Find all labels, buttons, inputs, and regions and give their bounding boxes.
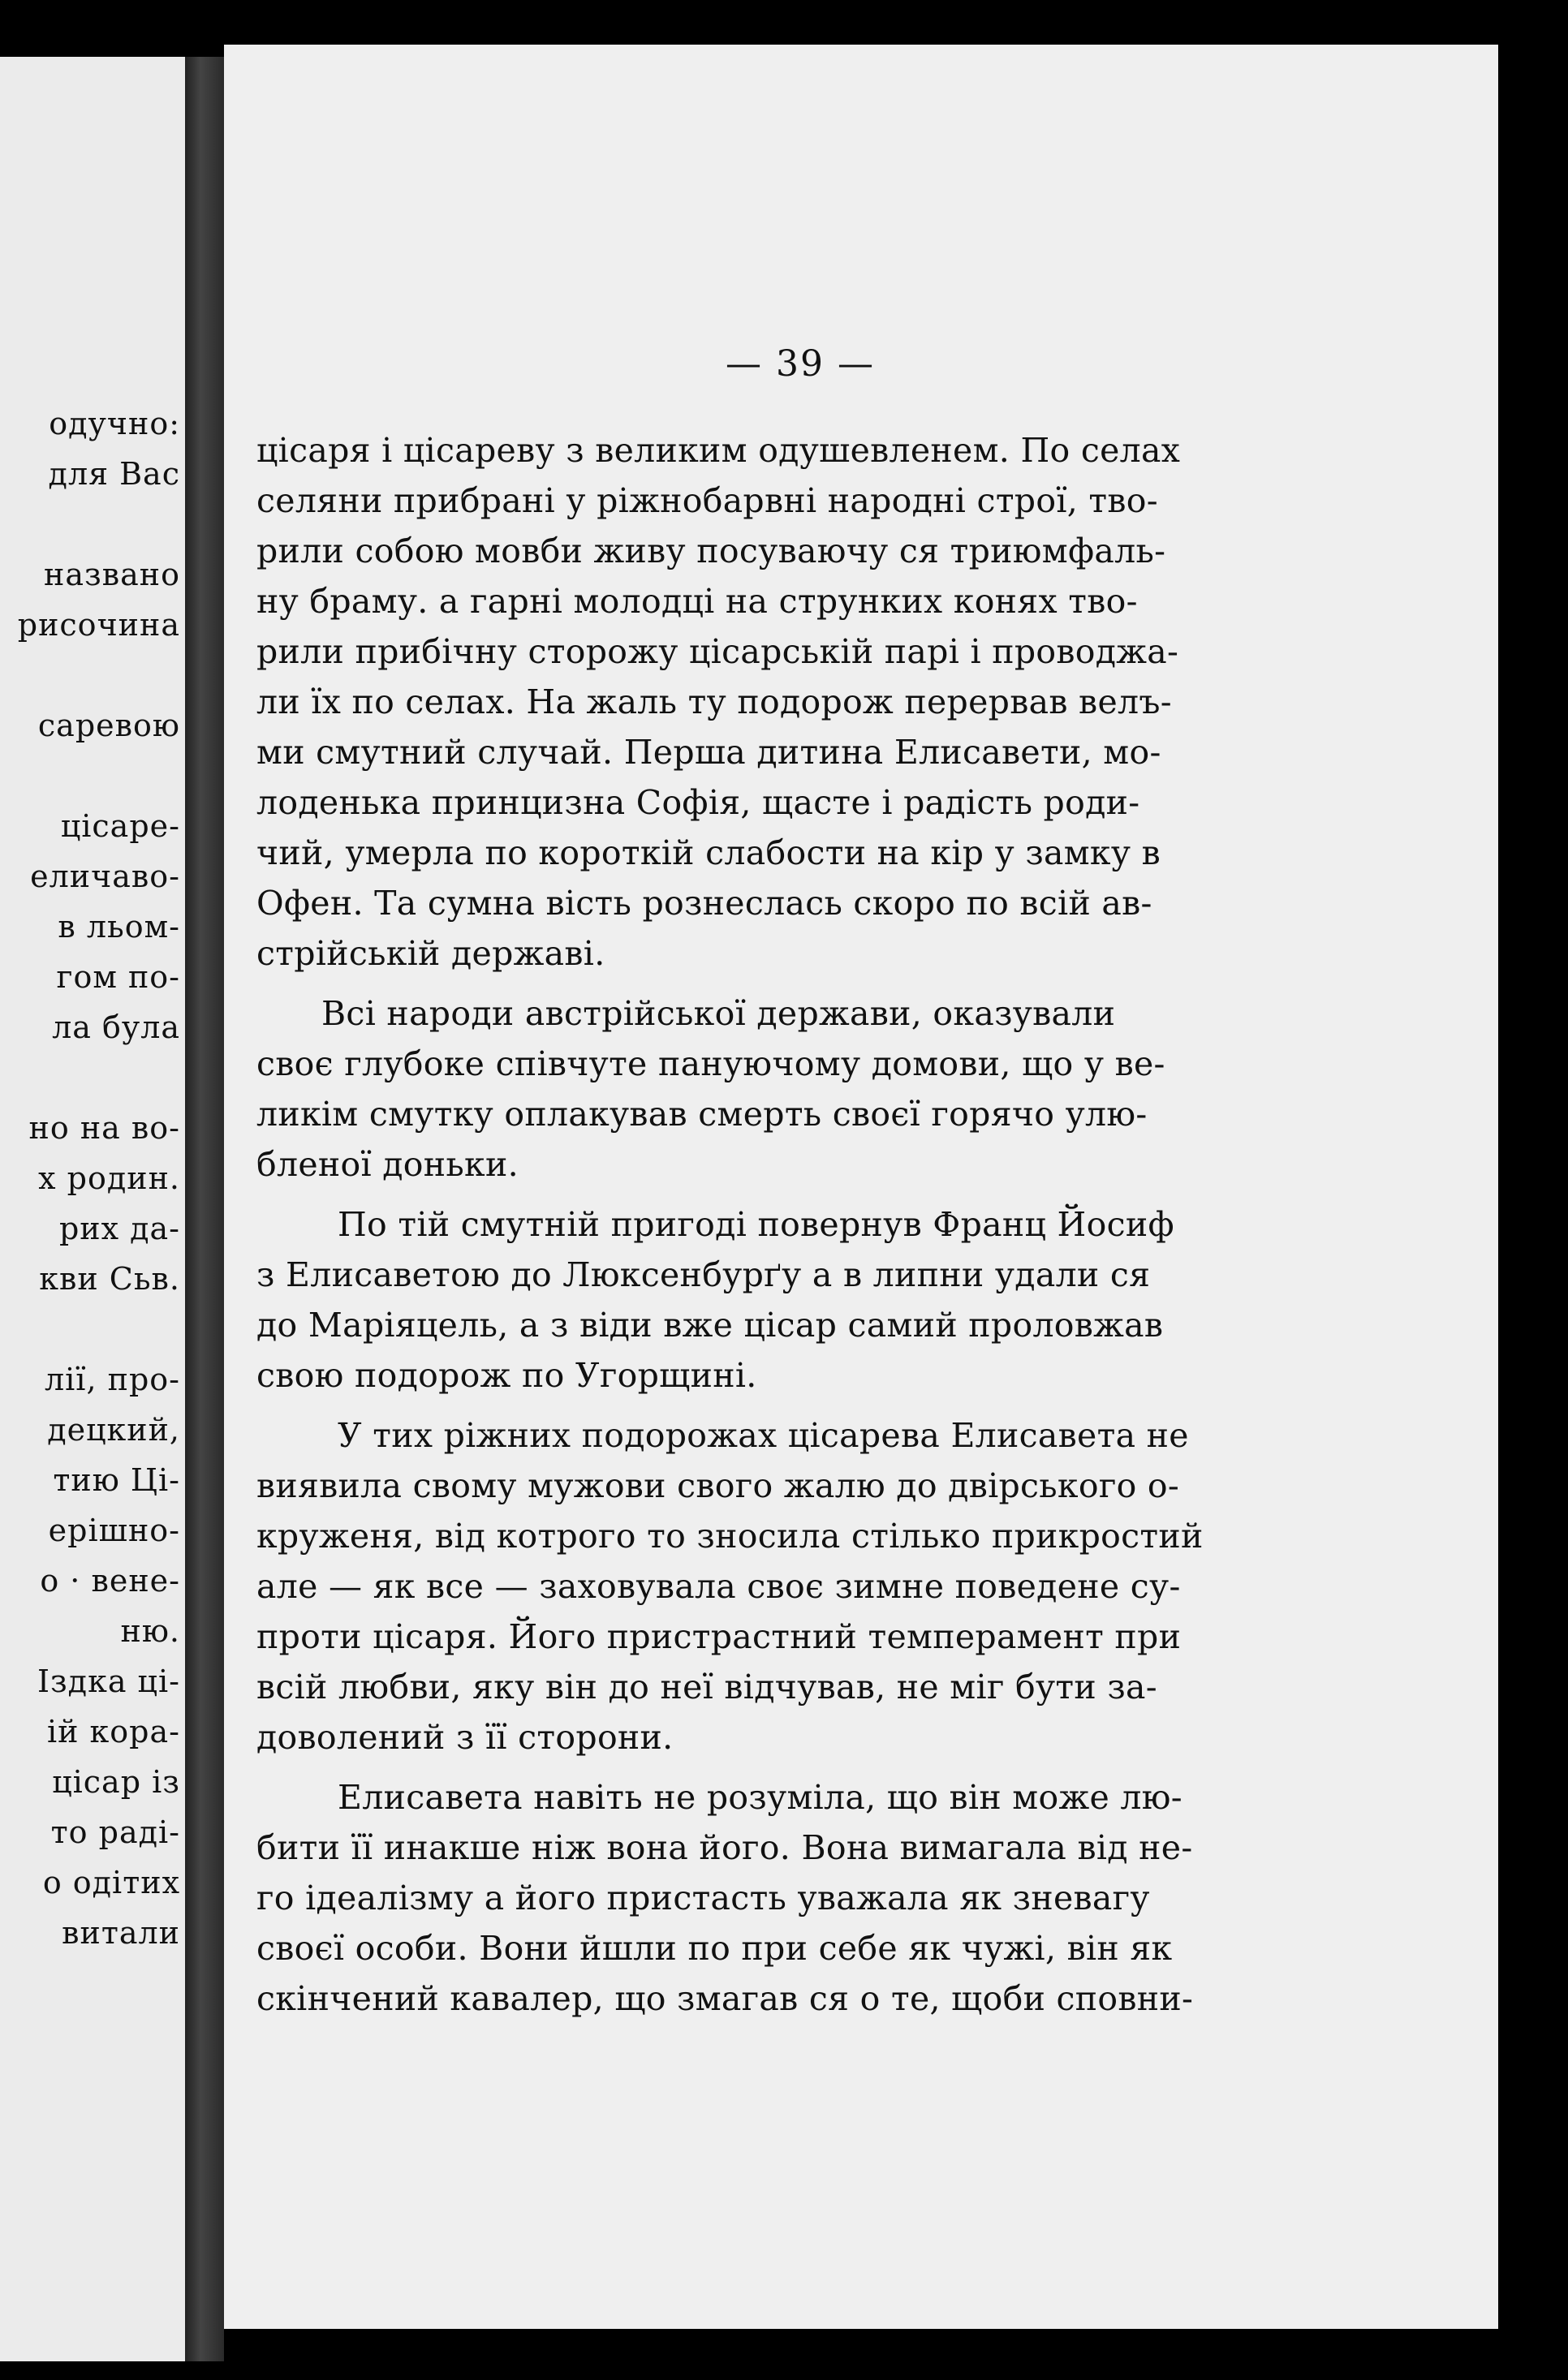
left-page-line: гом по- <box>56 959 180 995</box>
text-line: до Маріяцель, а з віди вже цісар самий проловжав <box>256 1306 1164 1345</box>
left-page-line: Іздка ці- <box>37 1663 180 1699</box>
left-page-line: в льом- <box>58 909 180 945</box>
left-page-line: одучно: <box>49 406 180 441</box>
scan-border <box>1498 45 1568 2380</box>
text-line: По тій смутній пригоді повернув Франц Йосиф <box>338 1205 1174 1244</box>
text-line: але — як все — заховувала своє зимне поведене су- <box>256 1567 1181 1606</box>
left-page-line: ій кора- <box>46 1714 180 1749</box>
text-line: круженя, від котрого то зносила стілько прикростий <box>256 1517 1204 1556</box>
page-number: — 39 — <box>726 343 875 385</box>
left-page-line: о · вене- <box>40 1563 180 1599</box>
text-line: селяни прибрані у ріжнобарвні народні строї, тво- <box>256 481 1158 520</box>
text-line: бити її инакше ніж вона його. Вона вимагала від не- <box>256 1828 1193 1867</box>
text-line: цісаря і цісареву з великим одушевленем. По селах <box>256 431 1181 470</box>
text-line: всій любви, яку він до неї відчував, не міг бути за- <box>256 1668 1157 1706</box>
text-line: бленої доньки. <box>256 1145 519 1184</box>
left-page-line: децкий, <box>47 1412 180 1448</box>
text-line: з Елисаветою до Люксенбурґу а в липни удали ся <box>256 1255 1151 1294</box>
text-line: Елисавета навіть не розуміла, що він може лю- <box>338 1778 1182 1817</box>
text-line: виявила свому мужови свого жалю до двірського о- <box>256 1466 1180 1505</box>
book-gutter <box>185 57 224 2361</box>
text-line: доволений з її сторони. <box>256 1718 674 1757</box>
left-page-line: кви Сьв. <box>39 1261 180 1297</box>
left-page-line: ерішно- <box>48 1513 180 1548</box>
text-line: скінчений кавалер, що змагав ся о те, щоби сповни- <box>256 1979 1194 2018</box>
text-line: чий, умерла по короткій слабости на кір у замку в <box>256 833 1161 872</box>
left-page-line: цісар із <box>52 1764 180 1800</box>
text-line: Всі народи австрійської держави, оказували <box>321 994 1116 1033</box>
text-line: рили собою мовби живу посуваючу ся триюмфаль- <box>256 532 1166 570</box>
left-page-line: лії, про- <box>45 1362 180 1397</box>
text-line: ли їх по селах. На жаль ту подорож перервав велъ- <box>256 682 1172 721</box>
text-line: проти цісаря. Його пристрастний темперамент при <box>256 1617 1182 1656</box>
left-page-line: ла була <box>52 1009 180 1045</box>
left-page-fragment <box>0 57 185 2361</box>
right-page <box>224 45 1498 2329</box>
text-line: ми смутний случай. Перша дитина Елисавети, мо- <box>256 733 1161 772</box>
left-page-line: еличаво- <box>30 859 180 894</box>
left-page-line: о одітих <box>42 1865 180 1900</box>
text-line: ну браму. а гарні молодці на струнких конях тво- <box>256 582 1138 621</box>
text-line: своє глубоке співчуте пануючому домови, що у ве- <box>256 1044 1165 1083</box>
left-page-line: витали <box>62 1915 180 1951</box>
left-page-line: ню. <box>120 1613 180 1649</box>
text-line: лоденька принцизна Софія, щасте і радість роди- <box>256 783 1140 822</box>
left-page-line: для Вас <box>48 456 180 492</box>
left-page-line: саревою <box>37 708 180 743</box>
text-line: го ідеалізму а його пристасть уважала як зневагу <box>256 1879 1150 1917</box>
left-page-line: х родин. <box>38 1160 180 1196</box>
text-line: Офен. Та сумна вість рознеслась скоро по всій ав- <box>256 884 1152 923</box>
left-page-line: но на во- <box>28 1110 180 1146</box>
text-line: свою подорож по Угорщині. <box>256 1356 757 1395</box>
text-line: У тих ріжних подорожах цісарева Елисавета не <box>338 1416 1189 1455</box>
text-line: рили прибічну сторожу цісарській парі і проводжа- <box>256 632 1179 671</box>
left-page-line: рисочина <box>17 607 180 643</box>
text-line: ликім смутку оплакував смерть своєї горячо улю- <box>256 1095 1148 1134</box>
text-line: стрійській державі. <box>256 934 605 973</box>
left-page-line: цісаре- <box>60 808 180 844</box>
left-page-line: то раді- <box>50 1814 180 1850</box>
left-page-line: тию Ці- <box>53 1462 180 1498</box>
text-line: своєї особи. Вони йшли по при себе як чужі, він як <box>256 1929 1173 1968</box>
left-page-line: названо <box>44 557 180 592</box>
left-page-line: рих да- <box>58 1211 180 1246</box>
